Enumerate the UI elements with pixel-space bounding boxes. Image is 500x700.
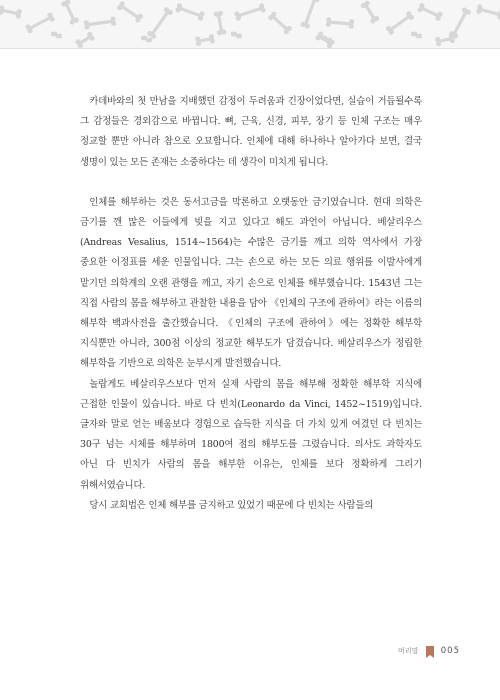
bone-shape (60, 0, 79, 25)
bone-shape (300, 0, 320, 29)
paragraph: 카데바와의 첫 만남을 지배했던 감정이 두려움과 긴장이었다면, 실습이 거듭될수록 그 감정들은 경외감으로 바뀝니다. 뼈, 근육, 신경, 피부, 장기 등 인체 구조는 매우 정교할 뿐만 아니라 참으로 오묘합니다. 인체에 대해 하나하나 알아가다 보면, 결국 생명이 있는 모든 존재는 소중하다는 데 생각이 미치게 됩니다. (80, 96, 422, 168)
bone-shape (74, 31, 95, 48)
bone-shape (24, 12, 55, 35)
bone-shape (326, 17, 355, 29)
header-divider (0, 48, 500, 49)
book-bookmark-icon (425, 644, 435, 658)
bone-shape (417, 2, 444, 21)
page-footer (398, 644, 460, 658)
vertebra-shape (146, 38, 152, 42)
bone-shape (0, 5, 22, 19)
bone-shape (195, 34, 216, 47)
bone-shape (146, 6, 173, 40)
vertebra-shape (56, 34, 62, 38)
bone-shape (476, 4, 500, 20)
bone-shape (116, 0, 144, 23)
page-number: 005 (440, 646, 460, 656)
bone-shape (267, 11, 293, 36)
vertebra-shape (236, 34, 242, 38)
bone-shape (385, 10, 415, 36)
paragraph: 인체를 해부하는 것은 동서고금을 막론하고 오랫동안 금기였습니다. 현대 의학은 금기를 깬 많은 이들에게 빚을 지고 있다고 해도 과언이 아닙니다. 베살리우스(Andreas Vesalius, 1514~1564)는 수많은 금기를 깨고 의학 역사에서 가장 중요한 이정표를 세운 인물입니다. 그는 손으로 하는 모든 의료 행위를 이발사에게 맡기던 의학계의 오랜 관행을 깨고, 자기 손으로 인체를 해부했습니다. 1543년 그는 직접 사람의 몸을 해부하고 관찰한 내용을 담아 《인체의 구조에 관하여》라는 이름의 해부학 백과사전을 출간했습니다. 《인체의 구조에 관하여》에는 정확한 해부학 지식뿐만 아니라, 300점 이상의 정교한 해부도가 담겼습니다. 베살리우스가 정립한 해부학을 기반으로 의학은 눈부시게 발전했습니다. (80, 196, 422, 370)
bone-shape (360, 0, 380, 24)
paragraph: 놀랍게도 베살리우스보다 먼저 실제 사람의 몸을 해부해 정확한 해부학 지식에 근접한 인물이 있습니다. 바로 다 빈치(Leonardo da Vinci, 1452~1519)입니다. 글자와 말로 얻는 배움보다 경험으로 습득한 지식을 더 가치 있게 여겼던 다 빈치는 30구 넘는 시체를 해부하며 1800여 점의 해부도를 그렸습니다. 의사도 과학자도 아닌 다 빈치가 사람의 몸을 해부한 이유는, 인체를 보다 정확하게 그리기 위해서였습니다. (80, 378, 422, 491)
page-body (80, 92, 422, 516)
bone-shape (175, 2, 206, 21)
section-label: 머리말 (397, 647, 419, 655)
bone-pattern (0, 0, 500, 48)
bone-shape (448, 7, 472, 40)
bone-shape (83, 16, 116, 30)
vertebra-shape (416, 34, 422, 38)
header-band (0, 0, 500, 48)
bone-shape (213, 10, 227, 35)
bone-shape (234, 3, 267, 22)
bone-shape (314, 31, 335, 48)
paragraph: 당시 교회법은 인체 해부를 금지하고 있었기 때문에 다 빈치는 사람들의 (89, 499, 374, 511)
